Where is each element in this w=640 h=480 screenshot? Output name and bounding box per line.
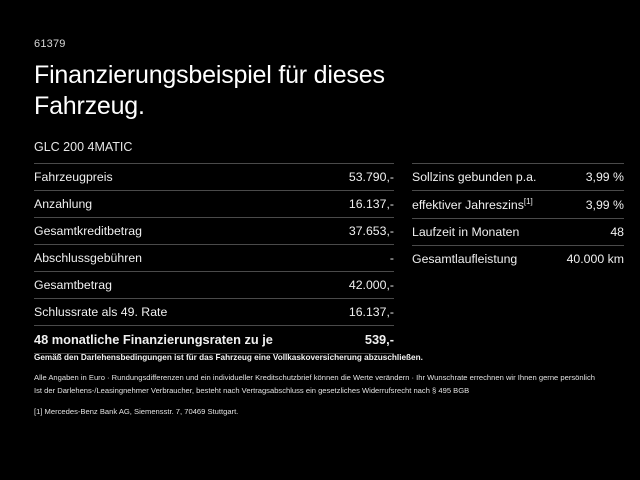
row-label: Fahrzeugpreis (34, 170, 113, 184)
row-value: 40.000 km (566, 252, 624, 267)
row-value: 37.653,- (348, 224, 394, 238)
footnotes (34, 352, 606, 418)
document-id: 61379 (34, 38, 66, 50)
footnote-line-2: Ist der Darlehens-/Leasingnehmer Verbraucher, besteht nach Vertragsabschluss ein gesetzliches Widerrufsrecht nach § 495 BGB (34, 385, 470, 395)
row-label: Laufzeit in Monaten (412, 225, 520, 240)
footnote-line-1: Alle Angaben in Euro · Rundungsdifferenzen und ein individueller Kreditschutzbrief können die Werte verändern · Ihr Wunschrate errechnen wir Ihnen gerne persönlich (34, 373, 596, 383)
row-label: Sollzins gebunden p.a. (412, 170, 537, 184)
table-row (412, 163, 624, 190)
row-value: 16.137,- (348, 305, 394, 319)
table-row (34, 244, 394, 271)
table-row (34, 190, 394, 217)
row-value: 53.790,- (348, 170, 394, 184)
footnote-marker: [1] (523, 197, 533, 206)
footnote-insurance-note: Gemäß den Darlehensbedingungen ist für das Fahrzeug eine Vollkaskoversicherung abzuschließen. (34, 353, 423, 362)
row-value: 42.000,- (348, 278, 394, 292)
table-row (34, 271, 394, 298)
row-value: 48 (610, 225, 624, 240)
row-label: Gesamtkreditbetrag (34, 224, 142, 238)
table-row (34, 298, 394, 325)
tables-container (34, 163, 624, 354)
vehicle-model: GLC 200 4MATIC (34, 140, 133, 154)
row-label: Anzahlung (34, 197, 93, 211)
table-row (34, 217, 394, 244)
financing-table-right (412, 163, 624, 272)
row-value: 3,99 % (585, 198, 624, 213)
page-title: Finanzierungsbeispiel für dieses Fahrzeug. (34, 61, 385, 120)
row-label: Schlussrate als 49. Rate (34, 305, 168, 319)
row-label: Gesamtlaufleistung (412, 252, 518, 267)
row-value: - (389, 251, 394, 265)
row-value: 16.137,- (348, 197, 394, 211)
row-value: 3,99 % (585, 170, 624, 184)
row-label: effektiver Jahreszins[1] (412, 197, 533, 213)
total-label: 48 monatliche Finanzierungsraten zu je (34, 332, 273, 347)
row-label: Gesamtbetrag (34, 278, 112, 292)
footnote-line-3: [1] Mercedes-Benz Bank AG, Siemensstr. 7, 70469 Stuttgart. (34, 406, 239, 416)
total-value: 539,- (364, 332, 394, 347)
table-row (412, 245, 624, 272)
monthly-rate-total-row (34, 325, 394, 354)
table-row (34, 163, 394, 190)
financing-table-left (34, 163, 394, 354)
table-row (412, 218, 624, 245)
table-row (412, 190, 624, 218)
row-label: Abschlussgebühren (34, 251, 143, 265)
